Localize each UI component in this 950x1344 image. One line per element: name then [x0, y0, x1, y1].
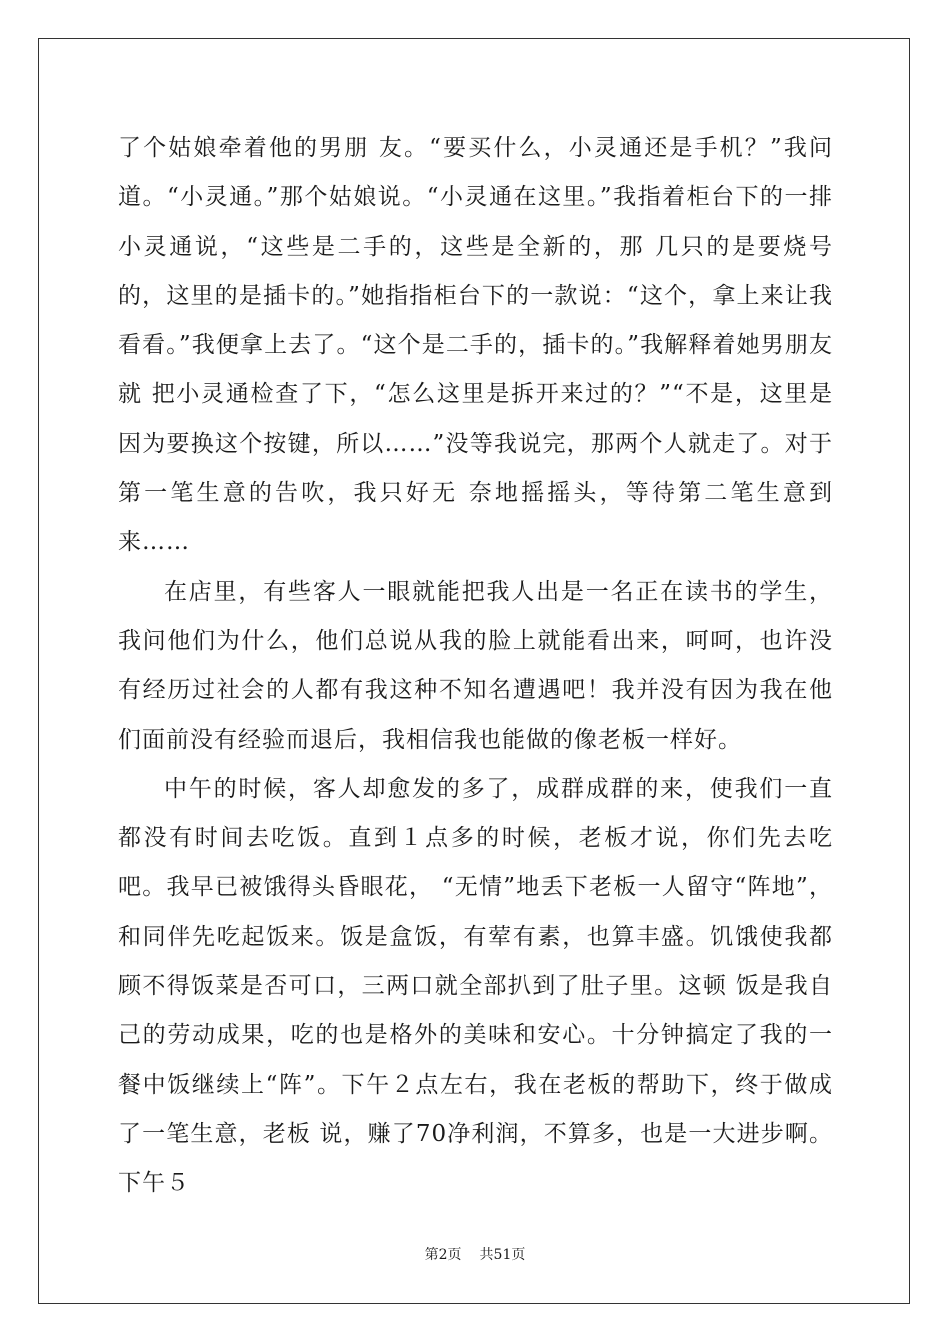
page-footer [0, 1244, 950, 1264]
paragraph-3: 中午的时候，客人却愈发的多了，成群成群的来，使我们一直都没有时间去吃饭。直到１点多的时候，老板才说，你们先去吃吧。我早已被饿得头昏眼花， “无情”地丢下老板一人留守“阵地”，和同伴先吃起饭来。饭是盒饭，有荤有素，也算丰盛。饥饿使我都顾不得饭菜是否可口，三两口就全部扒到了肚子里。这顿 饭是我自己的劳动成果，吃的也是格外的美味和安心。十分钟搞定了我的一餐中饭继续上“阵”。下午２点左右，我在老板的帮助下，终于做成了一笔生意，老板 说，赚了70净利润，不算多，也是一大进步啊。下午５ [118, 775, 833, 1197]
paragraph-1: 了个姑娘牵着他的男朋 友。“要买什么，小灵通还是手机？”我问道。“小灵通。”那个姑娘说。“小灵通在这里。”我指着柜台下的一排小灵通说，“这些是二手的，这些是全新的，那 几只的是要烧号的，这里的是插卡的。”她指指柜台下的一款说：“这个，拿上来让我看看。”我便拿上去了。“这个是二手的，插卡的。”我解释着她男朋友就 把小灵通检查了下，“怎么这里是拆开来过的？”“不是，这里是因为要换这个按键，所以……”没等我说完，那两个人就走了。对于第一笔生意的告吹，我只好无 奈地摇摇头，等待第二笔生意到来…… [118, 135, 833, 556]
total-pages: 共51页 [479, 1247, 526, 1263]
document-body [118, 124, 833, 1209]
page-number: 第2页 [424, 1247, 462, 1263]
paragraph-2: 在店里，有些客人一眼就能把我人出是一名正在读书的学生，我问他们为什么，他们总说从我的脸上就能看出来，呵呵，也许没有经历过社会的人都有我这种不知名遭遇吧！我并没有因为我在他们面前没有经验而退后，我相信我也能做的像老板一样好。 [118, 578, 833, 753]
